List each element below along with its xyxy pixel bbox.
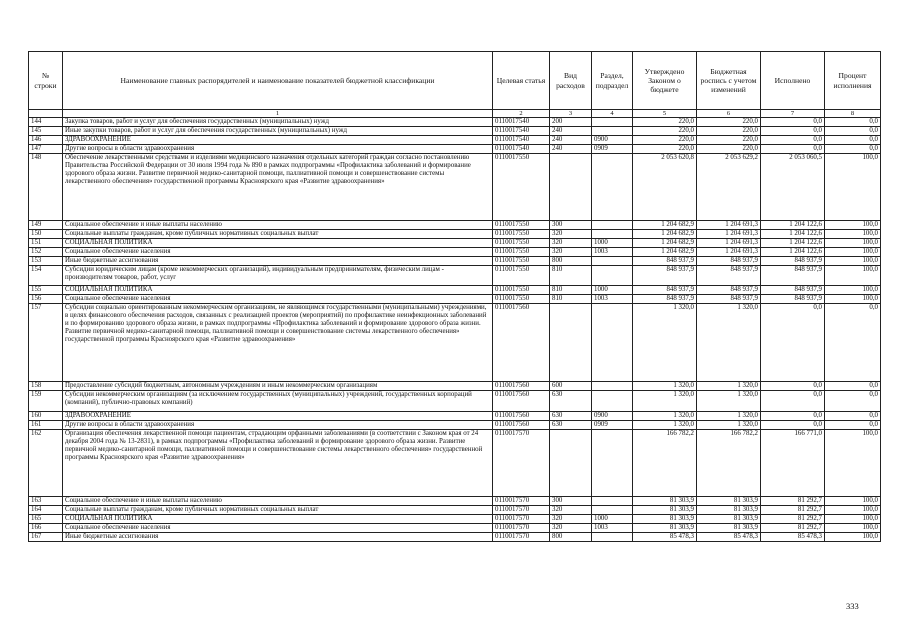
table-row [29, 497, 881, 506]
target-article: 0110017570 [493, 515, 550, 524]
expense-type: 630 [550, 391, 592, 412]
executed-amount: 848 937,9 [761, 295, 825, 304]
indicator-name: Другие вопросы в области здравоохранения [63, 421, 493, 430]
budget-list-amount: 848 937,9 [697, 266, 761, 286]
executed-amount: 1 204 122,6 [761, 239, 825, 248]
budget-list-amount: 1 320,0 [697, 412, 761, 421]
approved-amount: 1 320,0 [633, 421, 697, 430]
execution-percent: 100,0 [825, 154, 881, 221]
execution-percent: 0,0 [825, 127, 881, 136]
table-row [29, 382, 881, 391]
table-row [29, 430, 881, 497]
indicator-name: СОЦИАЛЬНАЯ ПОЛИТИКА [63, 239, 493, 248]
budget-list-amount: 1 320,0 [697, 391, 761, 412]
target-article: 0110017570 [493, 533, 550, 542]
execution-percent: 100,0 [825, 524, 881, 533]
executed-amount: 0,0 [761, 412, 825, 421]
approved-amount: 81 303,9 [633, 506, 697, 515]
executed-amount: 85 478,3 [761, 533, 825, 542]
budget-list-amount: 81 303,9 [697, 497, 761, 506]
table-row [29, 154, 881, 221]
approved-amount: 848 937,9 [633, 286, 697, 295]
expense-type: 200 [550, 118, 592, 127]
expense-type: 810 [550, 295, 592, 304]
execution-percent: 100,0 [825, 257, 881, 266]
table-row [29, 230, 881, 239]
execution-percent: 100,0 [825, 506, 881, 515]
executed-amount: 81 292,7 [761, 506, 825, 515]
column-number-row [29, 110, 881, 118]
row-number: 159 [29, 391, 63, 412]
expense-type: 300 [550, 221, 592, 230]
section-code [592, 382, 633, 391]
indicator-name: Субсидии социально ориентированным некоммерческим организациям, не являющимся государственными (муниципальными) учреждениями, в целях финансового обеспечения расходов, связанных с реализацией проектов (мероприятий) по профилактике неинфекционных заболеваний и по формированию здорового образа жизни, в рамках подпрограммы «Профилактика заболеваний и формирование здорового образа жизни. Развитие первичной медико-санитарной помощи, паллиативной помощи и совершенствование системы лекарственного обеспечения» государственной программы Красноярского края «Развитие здравоохранения» [63, 304, 493, 382]
table-row [29, 391, 881, 412]
section-code [592, 154, 633, 221]
expense-type: 320 [550, 248, 592, 257]
table-row [29, 136, 881, 145]
row-number: 147 [29, 145, 63, 154]
budget-list-amount: 220,0 [697, 136, 761, 145]
execution-percent: 100,0 [825, 515, 881, 524]
executed-amount: 1 204 122,6 [761, 230, 825, 239]
expense-type: 240 [550, 136, 592, 145]
target-article: 0110017540 [493, 145, 550, 154]
section-code [592, 497, 633, 506]
row-number: 152 [29, 248, 63, 257]
expense-type: 320 [550, 230, 592, 239]
header-section: Раздел, подраздел [592, 52, 633, 110]
budget-list-amount: 220,0 [697, 145, 761, 154]
expense-type: 810 [550, 266, 592, 286]
indicator-name: Организация обеспечения лекарственной помощи пациентам, страдающим орфанными заболеваниями (в соответствии с Законом края от 24 декабря 2004 года № 13-2831), в рамках подпрограммы «Профилактика заболеваний и формирование здорового образа жизни. Развитие первичной медико-санитарной помощи, паллиативной помощи и совершенствование системы лекарственного обеспечения» государственной программы Красноярского края «Развитие здравоохранения» [63, 430, 493, 497]
column-number: 5 [633, 110, 697, 118]
row-number: 156 [29, 295, 63, 304]
approved-amount: 2 053 620,8 [633, 154, 697, 221]
budget-list-amount: 1 320,0 [697, 421, 761, 430]
indicator-name: Субсидии некоммерческим организациям (за исключением государственных (муниципальных) учреждений, государственных корпораций (компаний), публично-правовых компаний) [63, 391, 493, 412]
target-article: 0110017540 [493, 118, 550, 127]
indicator-name: Социальное обеспечение и иные выплаты населению [63, 497, 493, 506]
target-article: 0110017540 [493, 127, 550, 136]
executed-amount: 0,0 [761, 127, 825, 136]
executed-amount: 81 292,7 [761, 524, 825, 533]
execution-percent: 100,0 [825, 266, 881, 286]
table-row [29, 221, 881, 230]
section-code [592, 221, 633, 230]
target-article: 0110017570 [493, 430, 550, 497]
target-article: 0110017570 [493, 524, 550, 533]
budget-list-amount: 1 320,0 [697, 304, 761, 382]
budget-list-amount: 81 303,9 [697, 515, 761, 524]
approved-amount: 81 303,9 [633, 497, 697, 506]
executed-amount: 1 204 122,6 [761, 221, 825, 230]
executed-amount: 0,0 [761, 382, 825, 391]
section-code [592, 533, 633, 542]
column-number: 3 [550, 110, 592, 118]
execution-percent: 100,0 [825, 286, 881, 295]
indicator-name: Социальные выплаты гражданам, кроме публичных нормативных социальных выплат [63, 230, 493, 239]
row-number: 158 [29, 382, 63, 391]
budget-list-amount: 1 204 691,3 [697, 248, 761, 257]
indicator-name: Социальное обеспечение населения [63, 248, 493, 257]
executed-amount: 166 771,0 [761, 430, 825, 497]
target-article: 0110017550 [493, 230, 550, 239]
budget-list-amount: 85 478,3 [697, 533, 761, 542]
table-row [29, 533, 881, 542]
execution-percent: 0,0 [825, 304, 881, 382]
indicator-name: Обеспечение лекарственными средствами и изделиями медицинского назначения отдельных категорий граждан согласно постановлению Правительства Российской Федерации от 30 июля 1994 года № 890 в рамках подпрограммы «Профилактика заболеваний и формирование здорового образа жизни. Развитие первичной медико-санитарной помощи, паллиативной помощи и совершенствование системы лекарственного обеспечения» государственной программы Красноярского края «Развитие здравоохранения» [63, 154, 493, 221]
executed-amount: 1 204 122,6 [761, 248, 825, 257]
section-code: 1003 [592, 295, 633, 304]
table-row [29, 145, 881, 154]
table-row [29, 257, 881, 266]
execution-percent: 0,0 [825, 391, 881, 412]
approved-amount: 220,0 [633, 145, 697, 154]
section-code [592, 257, 633, 266]
expense-type: 320 [550, 524, 592, 533]
header-target-article: Целевая статья [493, 52, 550, 110]
row-number: 160 [29, 412, 63, 421]
indicator-name: Закупка товаров, работ и услуг для обеспечения государственных (муниципальных) нужд [63, 118, 493, 127]
expense-type [550, 430, 592, 497]
row-number: 166 [29, 524, 63, 533]
table-row [29, 295, 881, 304]
header-budget-list: Бюджетная роспись с учетом изменений [697, 52, 761, 110]
header-expense-type: Вид расходов [550, 52, 592, 110]
target-article: 0110017550 [493, 221, 550, 230]
table-header-row [29, 52, 881, 110]
approved-amount: 848 937,9 [633, 266, 697, 286]
column-number: 4 [592, 110, 633, 118]
expense-type: 800 [550, 533, 592, 542]
executed-amount: 81 292,7 [761, 497, 825, 506]
approved-amount: 1 320,0 [633, 391, 697, 412]
execution-percent: 100,0 [825, 221, 881, 230]
table-row [29, 412, 881, 421]
table-body [29, 118, 881, 542]
column-number: 7 [761, 110, 825, 118]
row-number: 167 [29, 533, 63, 542]
executed-amount: 0,0 [761, 145, 825, 154]
target-article: 0110017550 [493, 248, 550, 257]
target-article: 0110017550 [493, 239, 550, 248]
executed-amount: 0,0 [761, 421, 825, 430]
budget-list-amount: 848 937,9 [697, 257, 761, 266]
row-number: 154 [29, 266, 63, 286]
indicator-name: Иные бюджетные ассигнования [63, 257, 493, 266]
indicator-name: Предоставление субсидий бюджетным, автономным учреждениям и иным некоммерческим организациям [63, 382, 493, 391]
row-number: 153 [29, 257, 63, 266]
row-number: 164 [29, 506, 63, 515]
table-row [29, 286, 881, 295]
table-row [29, 421, 881, 430]
approved-amount: 220,0 [633, 118, 697, 127]
expense-type [550, 304, 592, 382]
expense-type: 630 [550, 421, 592, 430]
approved-amount: 1 320,0 [633, 412, 697, 421]
section-code [592, 118, 633, 127]
approved-amount: 220,0 [633, 136, 697, 145]
header-percent: Процент исполнения [825, 52, 881, 110]
executed-amount: 848 937,9 [761, 286, 825, 295]
table-row [29, 524, 881, 533]
executed-amount: 0,0 [761, 118, 825, 127]
row-number: 148 [29, 154, 63, 221]
indicator-name: Субсидии юридическим лицам (кроме некоммерческих организаций), индивидуальным предпринимателям, физическим лицам - производителям товаров, работ, услуг [63, 266, 493, 286]
target-article: 0110017570 [493, 506, 550, 515]
section-code [592, 391, 633, 412]
section-code: 1003 [592, 248, 633, 257]
expense-type: 630 [550, 412, 592, 421]
indicator-name: Социальные выплаты гражданам, кроме публичных нормативных социальных выплат [63, 506, 493, 515]
table-row [29, 304, 881, 382]
budget-list-amount: 848 937,9 [697, 295, 761, 304]
row-number: 149 [29, 221, 63, 230]
execution-percent: 0,0 [825, 412, 881, 421]
budget-list-amount: 166 782,2 [697, 430, 761, 497]
executed-amount: 848 937,9 [761, 257, 825, 266]
header-executed: Исполнено [761, 52, 825, 110]
budget-list-amount: 1 204 691,3 [697, 230, 761, 239]
target-article: 0110017560 [493, 382, 550, 391]
target-article: 0110017540 [493, 136, 550, 145]
header-indicator-name: Наименование главных распорядителей и наименование показателей бюджетной классификации [63, 52, 493, 110]
expense-type: 320 [550, 239, 592, 248]
row-number: 162 [29, 430, 63, 497]
expense-type: 240 [550, 145, 592, 154]
expense-type: 810 [550, 286, 592, 295]
executed-amount: 848 937,9 [761, 266, 825, 286]
approved-amount: 848 937,9 [633, 257, 697, 266]
approved-amount: 166 782,2 [633, 430, 697, 497]
execution-percent: 0,0 [825, 136, 881, 145]
indicator-name: СОЦИАЛЬНАЯ ПОЛИТИКА [63, 515, 493, 524]
indicator-name: СОЦИАЛЬНАЯ ПОЛИТИКА [63, 286, 493, 295]
row-number: 155 [29, 286, 63, 295]
budget-list-amount: 81 303,9 [697, 506, 761, 515]
budget-list-amount: 81 303,9 [697, 524, 761, 533]
approved-amount: 1 204 682,9 [633, 239, 697, 248]
execution-percent: 0,0 [825, 145, 881, 154]
execution-percent: 100,0 [825, 533, 881, 542]
column-number: 8 [825, 110, 881, 118]
approved-amount: 220,0 [633, 127, 697, 136]
expense-type: 600 [550, 382, 592, 391]
row-number: 145 [29, 127, 63, 136]
section-code: 1000 [592, 515, 633, 524]
page-number: 333 [846, 601, 859, 611]
execution-percent: 100,0 [825, 295, 881, 304]
executed-amount: 0,0 [761, 304, 825, 382]
approved-amount: 1 320,0 [633, 382, 697, 391]
approved-amount: 1 320,0 [633, 304, 697, 382]
expense-type: 320 [550, 515, 592, 524]
column-number: 1 [63, 110, 493, 118]
target-article: 0110017560 [493, 421, 550, 430]
expense-type: 800 [550, 257, 592, 266]
section-code: 1003 [592, 524, 633, 533]
execution-percent: 0,0 [825, 421, 881, 430]
execution-percent: 100,0 [825, 430, 881, 497]
target-article: 0110017560 [493, 391, 550, 412]
section-code [592, 430, 633, 497]
indicator-name: Социальное обеспечение населения [63, 524, 493, 533]
approved-amount: 1 204 682,9 [633, 221, 697, 230]
approved-amount: 848 937,9 [633, 295, 697, 304]
row-number: 144 [29, 118, 63, 127]
section-code [592, 230, 633, 239]
execution-percent: 100,0 [825, 248, 881, 257]
section-code: 0909 [592, 145, 633, 154]
table-row [29, 515, 881, 524]
target-article: 0110017560 [493, 304, 550, 382]
budget-list-amount: 220,0 [697, 118, 761, 127]
target-article: 0110017550 [493, 266, 550, 286]
execution-percent: 0,0 [825, 118, 881, 127]
indicator-name: Иные бюджетные ассигнования [63, 533, 493, 542]
section-code [592, 127, 633, 136]
execution-percent: 100,0 [825, 230, 881, 239]
section-code: 0900 [592, 136, 633, 145]
table-row [29, 248, 881, 257]
executed-amount: 0,0 [761, 391, 825, 412]
section-code [592, 266, 633, 286]
expense-type [550, 154, 592, 221]
table-row [29, 266, 881, 286]
indicator-name: ЗДРАВООХРАНЕНИЕ [63, 136, 493, 145]
approved-amount: 81 303,9 [633, 524, 697, 533]
budget-list-amount: 1 204 691,3 [697, 239, 761, 248]
budget-list-amount: 1 204 691,3 [697, 221, 761, 230]
target-article: 0110017550 [493, 154, 550, 221]
target-article: 0110017550 [493, 286, 550, 295]
indicator-name: Социальное обеспечение населения [63, 295, 493, 304]
budget-list-amount: 2 053 629,2 [697, 154, 761, 221]
executed-amount: 0,0 [761, 136, 825, 145]
section-code: 0900 [592, 412, 633, 421]
indicator-name: Другие вопросы в области здравоохранения [63, 145, 493, 154]
row-number: 161 [29, 421, 63, 430]
table-row [29, 127, 881, 136]
execution-percent: 0,0 [825, 382, 881, 391]
indicator-name: Иные закупки товаров, работ и услуг для обеспечения государственных (муниципальных) нужд [63, 127, 493, 136]
indicator-name: ЗДРАВООХРАНЕНИЕ [63, 412, 493, 421]
target-article: 0110017550 [493, 295, 550, 304]
executed-amount: 2 053 060,5 [761, 154, 825, 221]
row-number: 163 [29, 497, 63, 506]
section-code [592, 304, 633, 382]
budget-list-amount: 848 937,9 [697, 286, 761, 295]
section-code: 1000 [592, 286, 633, 295]
approved-amount: 1 204 682,9 [633, 230, 697, 239]
row-number: 157 [29, 304, 63, 382]
target-article: 0110017550 [493, 257, 550, 266]
section-code: 0909 [592, 421, 633, 430]
column-number: 6 [697, 110, 761, 118]
indicator-name: Социальное обеспечение и иные выплаты населению [63, 221, 493, 230]
column-number: 2 [493, 110, 550, 118]
header-approved-by-law: Утверждено Законом о бюджете [633, 52, 697, 110]
execution-percent: 100,0 [825, 497, 881, 506]
approved-amount: 1 204 682,9 [633, 248, 697, 257]
budget-list-amount: 1 320,0 [697, 382, 761, 391]
header-row-number: № строки [29, 52, 63, 110]
column-number [29, 110, 63, 118]
expense-type: 240 [550, 127, 592, 136]
table-row [29, 506, 881, 515]
row-number: 151 [29, 239, 63, 248]
approved-amount: 81 303,9 [633, 515, 697, 524]
target-article: 0110017560 [493, 412, 550, 421]
target-article: 0110017570 [493, 497, 550, 506]
expense-type: 300 [550, 497, 592, 506]
budget-execution-table [28, 51, 881, 542]
approved-amount: 85 478,3 [633, 533, 697, 542]
section-code: 1000 [592, 239, 633, 248]
row-number: 150 [29, 230, 63, 239]
row-number: 165 [29, 515, 63, 524]
budget-list-amount: 220,0 [697, 127, 761, 136]
table-row [29, 239, 881, 248]
execution-percent: 100,0 [825, 239, 881, 248]
section-code [592, 506, 633, 515]
expense-type: 320 [550, 506, 592, 515]
row-number: 146 [29, 136, 63, 145]
executed-amount: 81 292,7 [761, 515, 825, 524]
table-row [29, 118, 881, 127]
